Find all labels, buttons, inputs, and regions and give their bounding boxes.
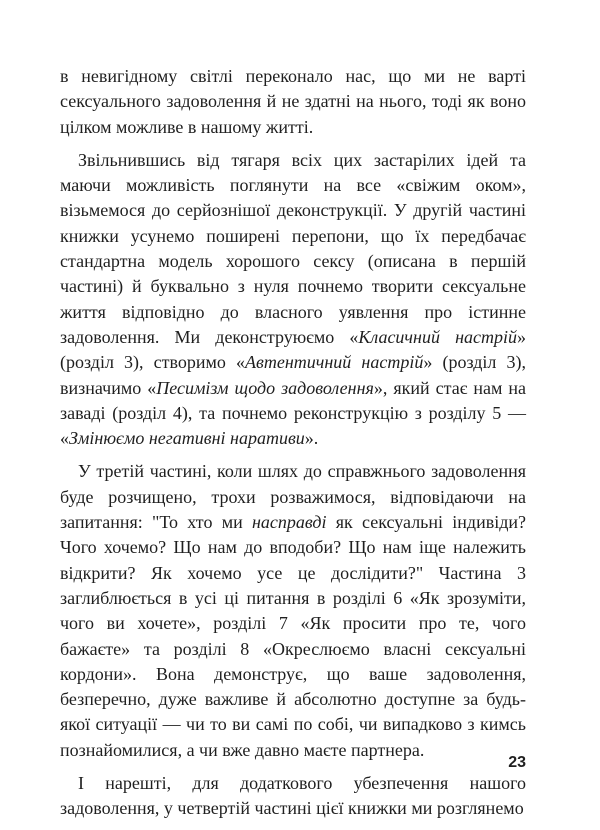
body-text (60, 64, 526, 830)
text-run: І нарешті, для додаткового убезпечення нашого задоволення, у четвертій частині цієї книжки ми розглянемо (60, 773, 526, 819)
text-run: У третій частині, коли шлях до справжнього задоволення буде розчищено, трохи розважимося, відповідаючи на запитання: "То хто ми (60, 461, 526, 533)
italic-phrase: Змінюємо негативні наративи (69, 428, 305, 449)
italic-phrase: Песимізм щодо задоволення (156, 377, 374, 398)
text-run: » (розділ 3), створимо « (60, 326, 526, 373)
text-run: » (розділ 3), визначимо « (60, 352, 527, 398)
text-run: як сексуальні індивіди? Чого хочемо? Що нам до вподоби? Що нам іще належить відкрити? Як хочемо усе це дослідити?" Частина 3 заглиблюється в усі ці питання в розділі 6 «Як зрозуміти, чого ви хочете», розділі 7 «Як просити про те, чого бажаєте» та розділі 8 «Окреслюємо власні сексуальні кордони». Вона демонструє, що ваше задоволення, безперечно, дуже важливе й абсолютно доступне за будь-якої ситуації — чи то ви самі по собі, чи випадково з кимсь познайомилися, а чи вже давно маєте партнера. (60, 512, 526, 760)
text-run: », який стає нам на заваді (розділ 4), та почнемо реконструкцію з розділу 5 — « (60, 377, 526, 449)
paragraph-2 (60, 148, 526, 452)
paragraph-4 (60, 771, 526, 822)
italic-phrase: насправді (252, 512, 327, 533)
page-number: 23 (508, 754, 526, 771)
paragraph-1 (60, 64, 526, 140)
text-run: в невигідному світлі переконало нас, що ми не варті сексуального задоволення й не здатні на нього, тоді як воно цілком можливе в нашому житті. (60, 66, 526, 137)
italic-phrase: Автентичний настрій (245, 352, 424, 373)
text-run: ». (304, 428, 319, 449)
text-run: Звільнившись від тягаря всіх цих застарілих ідей та маючи можливість поглянути на все «свіжим оком», візьмемося до серйознішої деконструкції. У другій частині книжки усунемо поширені перепони, що їх передбачає стандартна модель хорошого сексу (описана в першій частині) й буквально з нуля почнемо творити сексуальне життя відповідно до власного уявлення про істинне задоволення. Ми деконструюємо « (60, 149, 526, 347)
paragraph-3 (60, 459, 526, 763)
italic-phrase: Класичний настрій (358, 326, 517, 347)
